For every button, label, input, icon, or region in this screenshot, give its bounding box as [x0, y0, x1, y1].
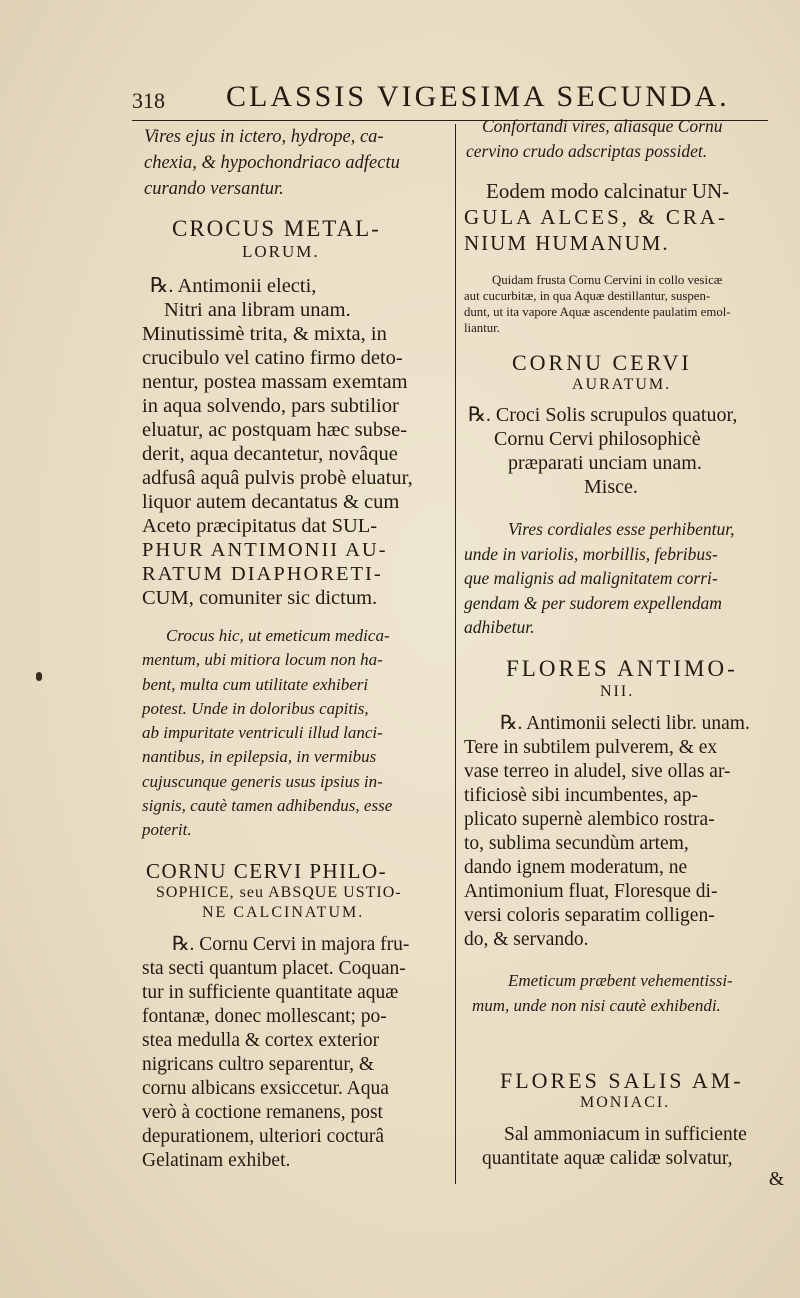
cornu-philosophice-heading [142, 859, 447, 923]
text-line: Emeticum præbent vehementissi- [508, 970, 733, 990]
text-line: mentum, ubi mitiora locum non ha- [142, 650, 383, 670]
text-line: nentur, postea massam exemtam [142, 371, 408, 393]
text-line: poterit. [142, 820, 192, 840]
text-line: ℞. Antimonii selecti libr. unam. [500, 712, 750, 734]
heading-line: CORNU CERVI PHILO- [146, 858, 388, 883]
text-line: que malignis ad malignitatem corri- [464, 568, 718, 588]
text-line: Aceto præcipitatus dat SUL- [142, 515, 378, 537]
text-line: nantibus, in epilepsia, in vermibus [142, 747, 377, 767]
heading-line: NE CALCINATUM. [202, 903, 365, 921]
text-line: Misce. [584, 476, 638, 498]
text-line: tificiosè sibi incumbentes, ap- [464, 784, 698, 806]
heading-line: FLORES SALIS AM- [500, 1067, 744, 1093]
crocus-heading [172, 216, 447, 262]
eodem-modo-paragraph [464, 178, 790, 256]
text-line: signis, cautè tamen adhibendus, esse [142, 796, 393, 816]
text-line: Vires cordiales esse perhibentur, [508, 519, 735, 539]
heading-line: FLORES ANTIMO- [506, 655, 738, 681]
heading-line: NII. [600, 682, 635, 700]
flores-antimonii-note [464, 968, 790, 1018]
text-line: PHUR ANTIMONII AU- [142, 539, 388, 561]
margin-ink-mark [36, 672, 42, 681]
text-line: do, & servando. [464, 928, 589, 950]
flores-antimonii-recipe [464, 712, 790, 952]
page-number: 318 [132, 88, 165, 113]
cornu-auratum-heading [464, 350, 790, 395]
crocus-note-paragraph [142, 624, 447, 843]
cornu-auratum-note [464, 517, 790, 640]
text-line: Minutissimè trita, & mixta, in [142, 323, 387, 345]
text-line: liquor autem decantatus & cum [142, 491, 400, 513]
crocus-recipe [142, 274, 447, 610]
text-line: gendam & per sudorem expellendam [464, 592, 722, 613]
text-line: cujuscunque generis usus ipsius in- [142, 771, 383, 791]
text-line: Vires ejus in ictero, hydrope, ca- [144, 127, 384, 147]
text-line: sta secti quantum placet. Coquan- [142, 957, 406, 979]
text-line: Antimonium fluat, Floresque di- [464, 880, 718, 902]
running-title: CLASSIS VIGESIMA SECUNDA. [226, 80, 730, 113]
text-line: Nitri ana libram unam. [164, 299, 351, 321]
text-line: derit, aqua decantetur, novâque [142, 443, 398, 465]
catchword: & [768, 1168, 784, 1190]
flores-antimonii-heading [464, 656, 790, 702]
flores-salis-recipe [464, 1123, 790, 1189]
text-line: CUM, comuniter sic dictum. [142, 587, 378, 609]
text-line: depurationem, ulteriori cocturâ [142, 1125, 385, 1147]
vires-intro-paragraph [144, 124, 447, 202]
text-line: stea medulla & cortex exterior [142, 1029, 380, 1051]
text-line: vase terreo in aludel, sive ollas ar- [464, 760, 731, 782]
column-divider [455, 124, 456, 1184]
flores-salis-heading [464, 1068, 790, 1113]
text-line: potest. Unde in doloribus capitis, [142, 698, 369, 718]
text-line: verò à coctione remanens, post [142, 1101, 383, 1123]
text-line: adhibetur. [464, 617, 535, 637]
text-line: RATUM DIAPHORETI- [142, 563, 383, 585]
text-line: chexia, & hypochondriaco adfectu [144, 153, 400, 173]
text-line: curando versantur. [144, 179, 284, 199]
text-line: dando ignem moderatum, ne [464, 856, 688, 878]
text-line: Confortandi vires, aliasque Cornu [482, 116, 723, 136]
text-line: nigricans cultro separentur, & [142, 1053, 375, 1075]
text-line: ℞. Croci Solis scrupulos quatuor, [468, 404, 738, 426]
text-line: NIUM HUMANUM. [464, 231, 670, 255]
text-line: quantitate aquæ calidæ solvatur, [482, 1147, 733, 1169]
cornu-auratum-recipe [464, 403, 790, 499]
heading-line: MONIACI. [580, 1093, 671, 1111]
running-head [132, 80, 772, 118]
text-line: eluatur, ac postquam hæc subse- [142, 419, 408, 441]
text-line: præparati unciam unam. [508, 452, 702, 474]
heading-line: CROCUS METAL- [172, 216, 381, 241]
left-column [142, 124, 447, 1173]
text-line: plicato supernè alembico rostra- [464, 808, 715, 830]
text-line: cornu albicans exsiccetur. Aqua [142, 1077, 389, 1099]
text-line: Gelatinam exhibet. [142, 1149, 291, 1171]
text-line: fontanæ, donec mollescant; po- [142, 1005, 387, 1027]
text-line: ab impuritate ventriculi illud lanci- [142, 723, 383, 743]
right-column [464, 114, 790, 1189]
text-line: Quidam frusta Cornu Cervini in collo vesicæ [492, 273, 723, 287]
quidam-paragraph [464, 272, 790, 336]
text-line: Tere in subtilem pulverem, & ex [464, 736, 718, 758]
text-line: Sal ammoniacum in sufficiente [504, 1123, 747, 1145]
heading-line: AURATUM. [572, 376, 672, 393]
heading-line: LORUM. [242, 242, 320, 261]
text-line: cervino crudo adscriptas possidet. [466, 141, 708, 161]
text-line: Eodem modo calcinatur UN- [486, 179, 730, 203]
text-line: in aqua solvendo, pars subtilior [142, 395, 399, 417]
text-line: adfusâ aquâ pulvis probè eluatur, [142, 467, 413, 489]
text-line: tur in sufficiente quantitate aquæ [142, 981, 399, 1003]
heading-line: SOPHICE, seu ABSQUE USTIO- [156, 883, 402, 901]
text-line: ℞. Cornu Cervi in majora fru- [172, 933, 410, 955]
text-line: dunt, ut ita vapore Aquæ ascendente paulatim emol- [464, 305, 731, 319]
text-line: ℞. Antimonii electi, [150, 275, 317, 297]
heading-line: CORNU CERVI [512, 350, 692, 375]
text-line: aut cucurbitæ, in qua Aquæ destillantur, suspen- [464, 289, 711, 303]
text-line: unde in variolis, morbillis, febribus- [464, 543, 718, 564]
cornu-philosophice-recipe [142, 933, 447, 1173]
text-line: Cornu Cervi philosophicè [494, 428, 701, 450]
confortandi-paragraph [464, 114, 790, 164]
text-line: Crocus hic, ut emeticum medica- [166, 626, 390, 645]
text-line: liantur. [464, 321, 500, 335]
text-line: to, sublima secundùm artem, [464, 832, 689, 854]
text-line: versi coloris separatim colligen- [464, 904, 715, 926]
text-line: mum, unde non nisi cautè exhibendi. [472, 995, 721, 1015]
text-line: GULA ALCES, & CRA- [464, 205, 729, 229]
text-line: bent, multa cum utilitate exhiberi [142, 674, 369, 694]
text-line: crucibulo vel catino firmo deto- [142, 347, 403, 369]
